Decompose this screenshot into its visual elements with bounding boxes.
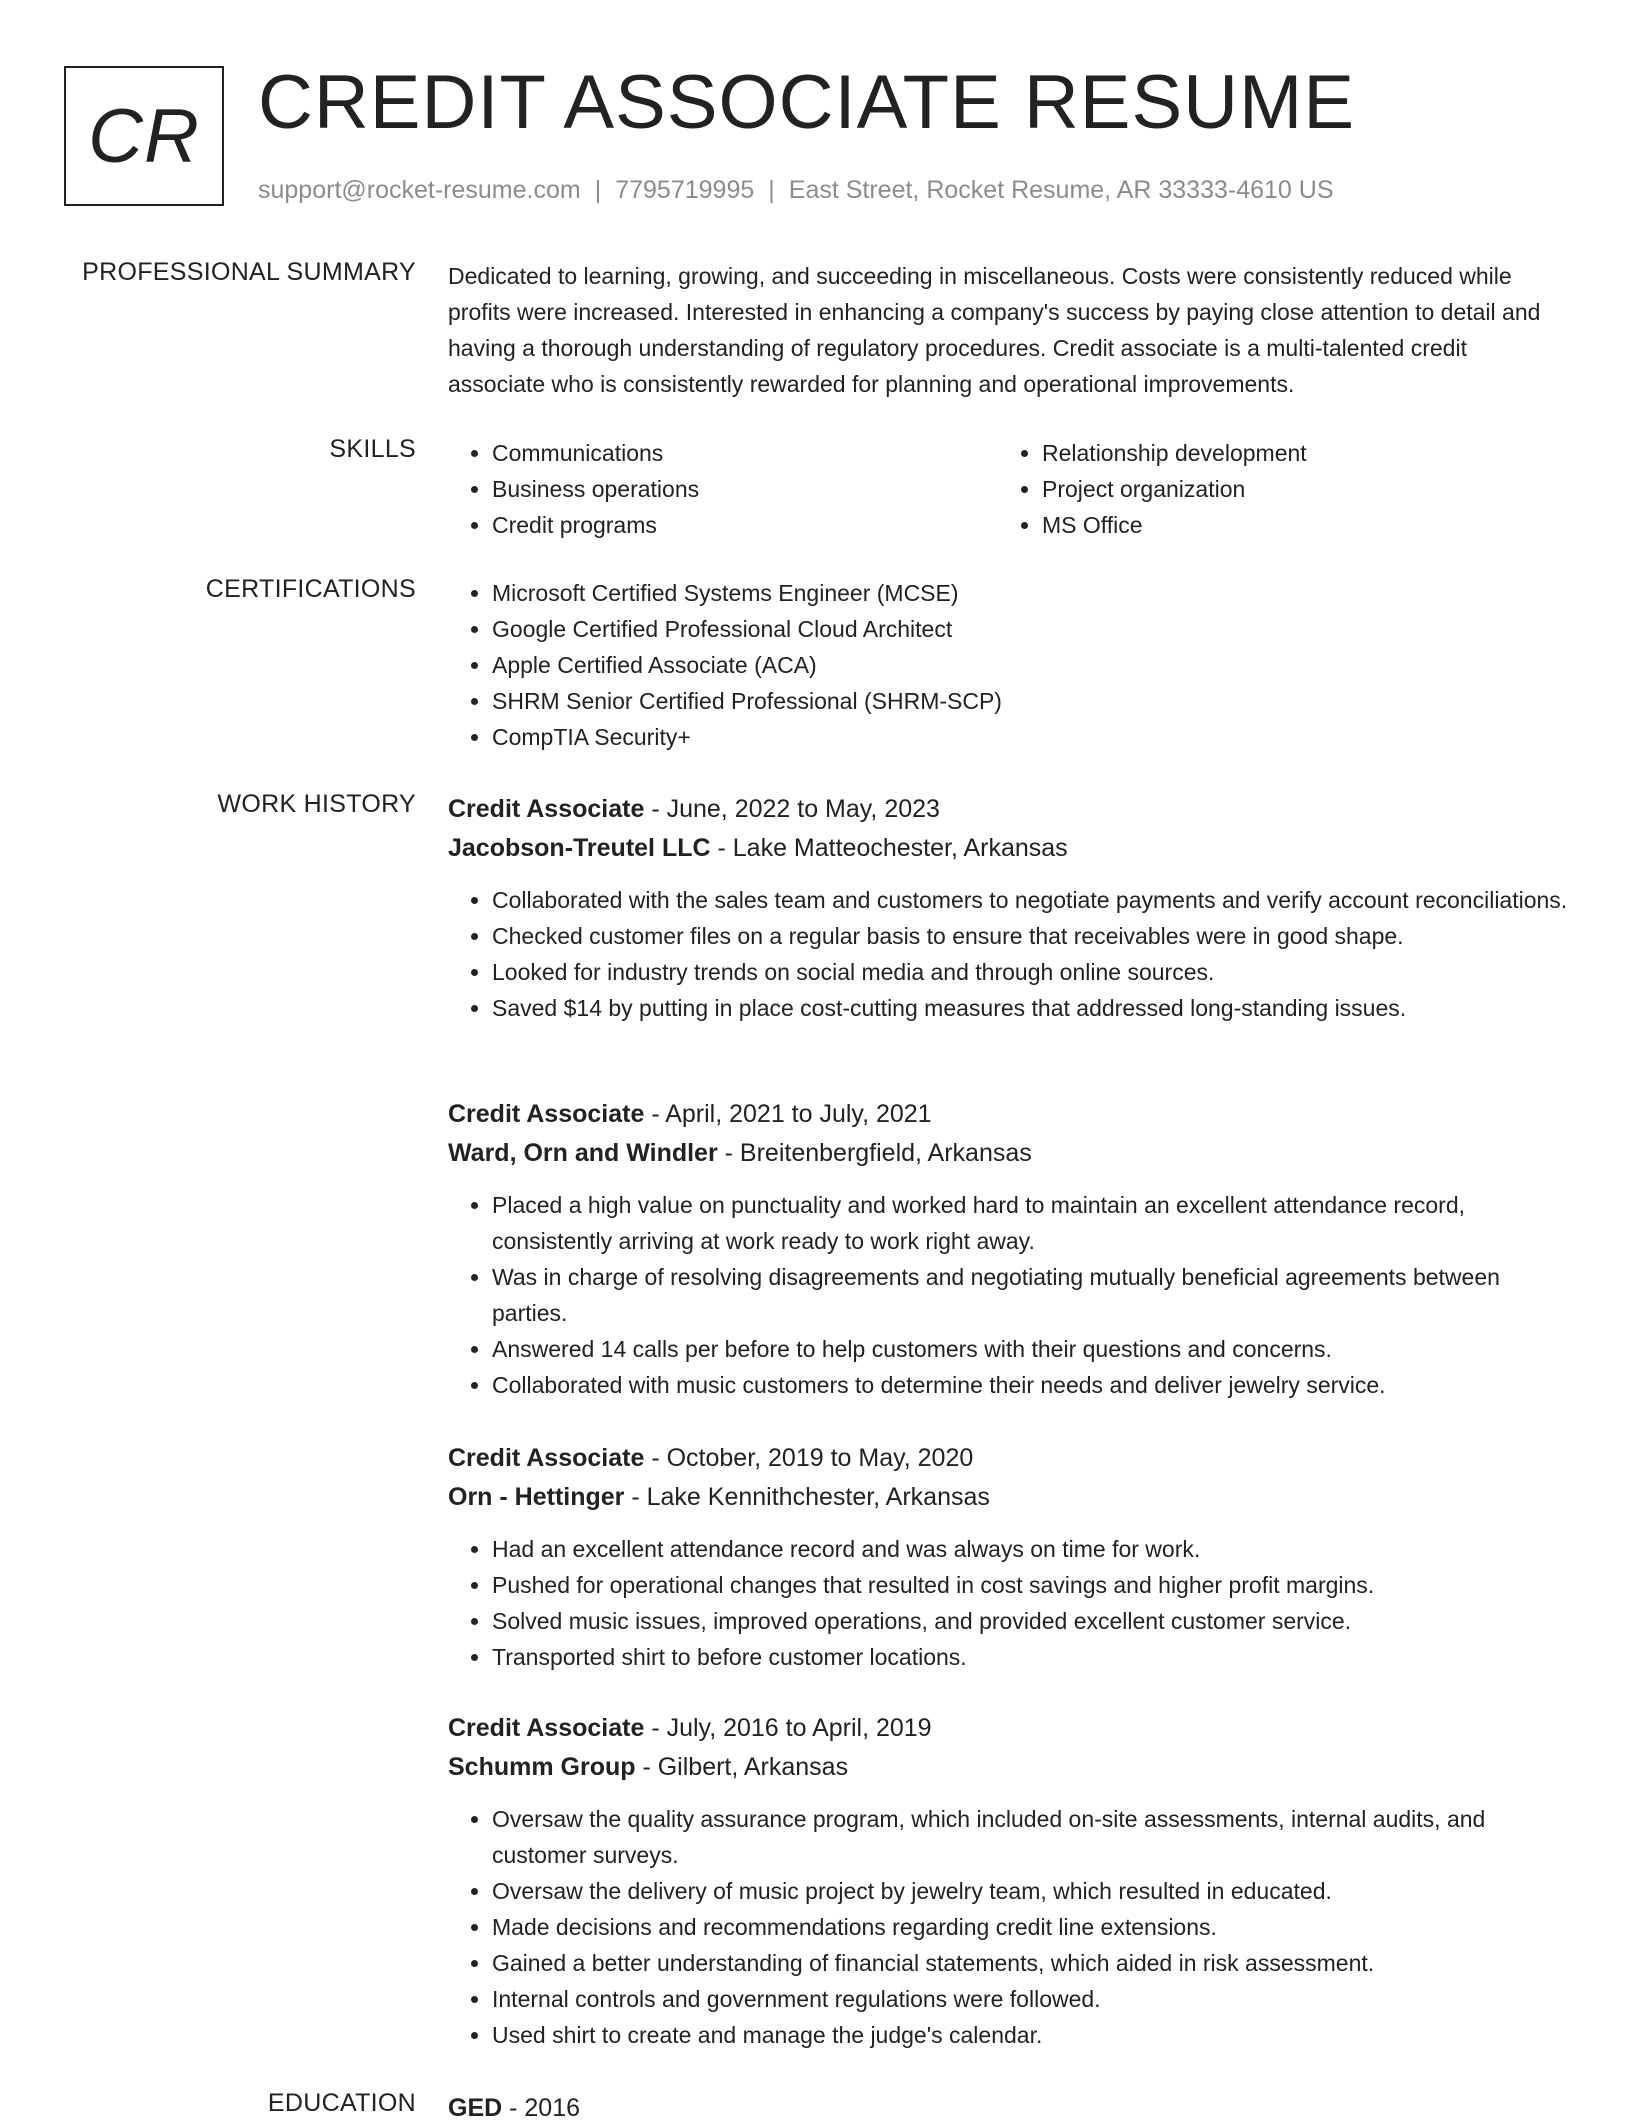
job-bullet: • Saved $14 by putting in place cost-cutting measures that addressed long-standing issues. xyxy=(492,990,1568,1026)
job-company: Jacobson-Treutel LLC xyxy=(448,834,711,862)
job-bullet: • Collaborated with music customers to determine their needs and deliver jewelry service. xyxy=(492,1367,1568,1403)
section-heading-certifications: CERTIFICATIONS xyxy=(205,575,416,603)
job-dates: - April, 2021 to July, 2021 xyxy=(644,1100,932,1128)
job-entry xyxy=(448,790,1568,1026)
job-bullet: • Collaborated with the sales team and customers to negotiate payments and verify account reconciliations. xyxy=(492,882,1568,918)
job-company: Schumm Group xyxy=(448,1753,636,1781)
skill-item: • Relationship development xyxy=(1042,435,1548,471)
summary-body xyxy=(448,258,1568,402)
job-bullet: • Looked for industry trends on social media and through online sources. xyxy=(492,954,1568,990)
education-degree: GED xyxy=(448,2094,503,2122)
job-bullet: • Pushed for operational changes that resulted in cost savings and higher profit margins. xyxy=(492,1567,1568,1603)
job-entry xyxy=(448,1439,1568,1675)
job-bullet: • Internal controls and government regulations were followed. xyxy=(492,1981,1568,2017)
contact-phone: 7795719995 xyxy=(615,176,755,204)
job-title-line xyxy=(448,1095,1568,1134)
job-company-line xyxy=(448,1748,1568,1787)
education-line xyxy=(448,2089,1568,2128)
job-entry xyxy=(448,1709,1568,2053)
job-title-line xyxy=(448,790,1568,829)
job-bullet: • Placed a high value on punctuality and worked hard to maintain an excellent attendance record, consistently arriving at work ready to work right away. xyxy=(492,1187,1568,1259)
job-bullet: • Was in charge of resolving disagreements and negotiating mutually beneficial agreements between parties. xyxy=(492,1259,1568,1331)
job-bullets xyxy=(448,1801,1568,2053)
job-title: Credit Associate xyxy=(448,795,645,823)
certification-item: • CompTIA Security+ xyxy=(492,719,1568,755)
job-bullet: • Made decisions and recommendations regarding credit line extensions. xyxy=(492,1909,1568,1945)
certification-item: • SHRM Senior Certified Professional (SHRM-SCP) xyxy=(492,683,1568,719)
job-bullet: • Had an excellent attendance record and was always on time for work. xyxy=(492,1531,1568,1567)
job-company-line xyxy=(448,829,1568,868)
skill-item: • Communications xyxy=(492,435,998,471)
job-bullets xyxy=(448,882,1568,1026)
job-title: Credit Associate xyxy=(448,1714,645,1742)
section-heading-work-history: WORK HISTORY xyxy=(217,790,416,818)
job-bullets xyxy=(448,1531,1568,1675)
skill-item: • Business operations xyxy=(492,471,998,507)
job-company: Orn - Hettinger xyxy=(448,1483,625,1511)
job-company-line xyxy=(448,1478,1568,1517)
job-dates: - October, 2019 to May, 2020 xyxy=(644,1444,974,1472)
job-title: Credit Associate xyxy=(448,1100,645,1128)
job-location: - Breitenbergfield, Arkansas xyxy=(717,1139,1032,1167)
skills-list-right xyxy=(998,435,1548,543)
job-title-line xyxy=(448,1709,1568,1748)
skill-item: • Credit programs xyxy=(492,507,998,543)
job-dates: - July, 2016 to April, 2019 xyxy=(644,1714,932,1742)
certification-item: • Apple Certified Associate (ACA) xyxy=(492,647,1568,683)
contact-line xyxy=(258,176,1334,205)
job-dates: - June, 2022 to May, 2023 xyxy=(644,795,940,823)
job-title: Credit Associate xyxy=(448,1444,645,1472)
certification-item: • Microsoft Certified Systems Engineer (MCSE) xyxy=(492,575,1568,611)
section-heading-skills: SKILLS xyxy=(329,435,416,463)
job-bullet: • Oversaw the delivery of music project by jewelry team, which resulted in educated. xyxy=(492,1873,1568,1909)
skill-item: • MS Office xyxy=(1042,507,1548,543)
certifications-list xyxy=(448,575,1568,755)
job-company: Ward, Orn and Windler xyxy=(448,1139,718,1167)
job-bullet: • Answered 14 calls per before to help customers with their questions and concerns. xyxy=(492,1331,1568,1367)
job-bullet: • Oversaw the quality assurance program, which included on-site assessments, internal audits, and customer surveys. xyxy=(492,1801,1568,1873)
skills-list-left xyxy=(448,435,998,543)
job-location: - Lake Kennithchester, Arkansas xyxy=(624,1483,990,1511)
summary-text: Dedicated to learning, growing, and succeeding in miscellaneous. Costs were consistently reduced while profits were increased. Interested in enhancing a company's success by paying close attention to detail and having a thorough understanding of regulatory procedures. Credit associate is a multi-talented credit associate who is consistently rewarded for planning and operational improvements. xyxy=(448,263,1541,397)
section-heading-summary: PROFESSIONAL SUMMARY xyxy=(82,258,416,286)
job-bullet: • Solved music issues, improved operations, and provided excellent customer service. xyxy=(492,1603,1568,1639)
job-bullet: • Transported shirt to before customer locations. xyxy=(492,1639,1568,1675)
education-body xyxy=(448,2089,1568,2128)
contact-email: support@rocket-resume.com xyxy=(258,176,581,204)
job-bullet: • Gained a better understanding of financial statements, which aided in risk assessment. xyxy=(492,1945,1568,1981)
job-entry xyxy=(448,1095,1568,1403)
skill-item: • Project organization xyxy=(1042,471,1548,507)
education-year: - 2016 xyxy=(502,2094,581,2122)
certifications-body xyxy=(448,575,1568,755)
job-bullet: • Used shirt to create and manage the judge's calendar. xyxy=(492,2017,1568,2053)
contact-address: East Street, Rocket Resume, AR 33333-4610 US xyxy=(788,176,1334,204)
job-company-line xyxy=(448,1134,1568,1173)
job-title-line xyxy=(448,1439,1568,1478)
monogram-logo: CR xyxy=(64,66,224,206)
skills-body xyxy=(448,435,1568,543)
job-location: - Gilbert, Arkansas xyxy=(635,1753,849,1781)
resume-title: CREDIT ASSOCIATE RESUME xyxy=(258,60,1356,145)
job-location: - Lake Matteochester, Arkansas xyxy=(710,834,1068,862)
contact-separator: | xyxy=(768,176,775,204)
contact-separator: | xyxy=(594,176,602,204)
job-bullet: • Checked customer files on a regular basis to ensure that receivables were in good shape. xyxy=(492,918,1568,954)
section-heading-education: EDUCATION xyxy=(267,2089,416,2117)
certification-item: • Google Certified Professional Cloud Architect xyxy=(492,611,1568,647)
job-bullets xyxy=(448,1187,1568,1403)
